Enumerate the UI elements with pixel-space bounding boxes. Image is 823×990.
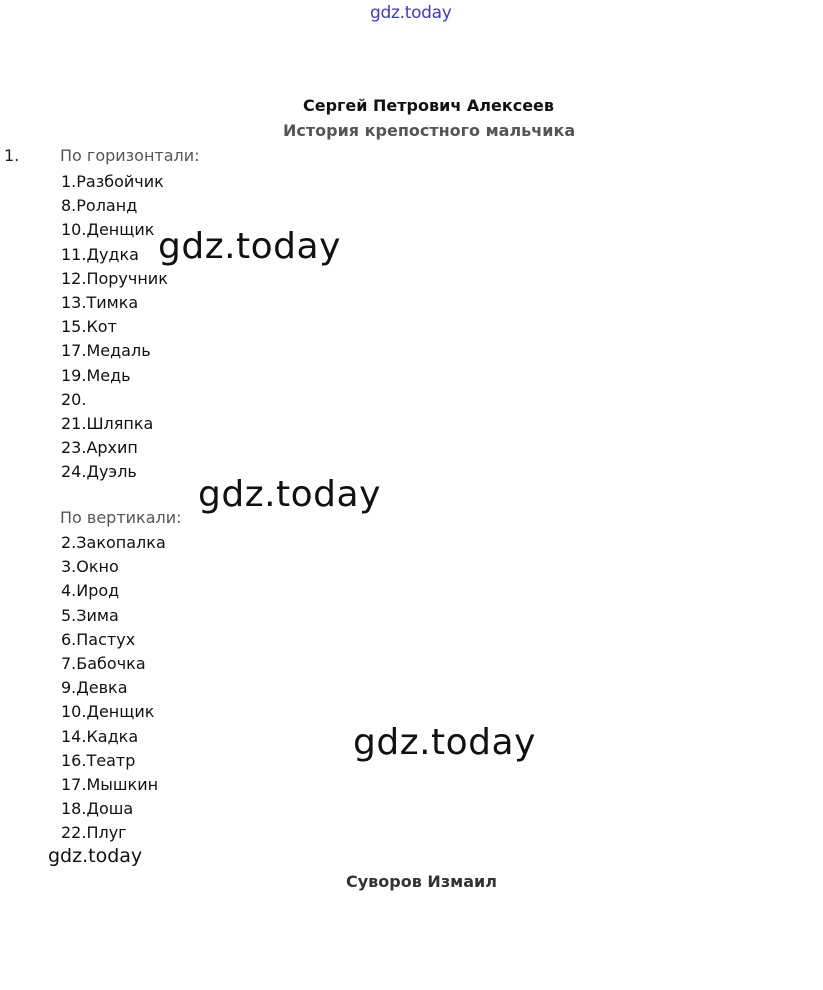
list-item: 13.Тимка [61, 292, 139, 312]
watermark: gdz.today [158, 226, 341, 267]
list-item: 21.Шляпка [61, 413, 154, 433]
list-item: 3.Окно [61, 557, 119, 577]
list-item: 19.Медь [61, 365, 131, 385]
vertical-answers-list [61, 531, 166, 845]
task-number: 1. [4, 146, 20, 165]
list-item: 15.Кот [61, 317, 117, 337]
list-item: 10.Денщик [61, 702, 155, 722]
list-item: 12.Поручник [61, 268, 168, 288]
list-item: 24.Дуэль [61, 462, 137, 482]
author-name: Сергей Петрович Алексеев [303, 96, 555, 115]
watermark: gdz.today [198, 474, 381, 515]
vertical-heading: По вертикали: [60, 508, 182, 527]
watermark-top: gdz.today [370, 3, 452, 23]
watermark-bottom: gdz.today [48, 845, 143, 867]
list-item: 7.Бабочка [61, 653, 146, 673]
list-item: 16.Театр [61, 750, 136, 770]
list-item: 22.Плуг [61, 823, 127, 843]
list-item: 18.Доша [61, 799, 134, 819]
list-item: 6.Пастух [61, 629, 136, 649]
page-title: История крепостного мальчика [283, 121, 576, 140]
list-item: 8.Роланд [61, 196, 138, 216]
list-item: 2.Закопалка [61, 533, 166, 552]
list-item: 9.Девка [61, 678, 128, 698]
list-item: 17.Мышкин [61, 774, 159, 794]
list-item: 10.Денщик [61, 220, 155, 240]
watermark: gdz.today [353, 722, 536, 763]
next-section-title: Суворов Измаил [346, 872, 497, 891]
list-item: 14.Кадка [61, 726, 139, 746]
list-item: 1.Разбойчик [61, 172, 164, 191]
list-item: 23.Архип [61, 438, 138, 458]
horizontal-heading: По горизонтали: [60, 146, 200, 165]
horizontal-answers-list [61, 170, 168, 484]
list-item: 11.Дудка [61, 244, 139, 264]
list-item: 5.Зима [61, 605, 119, 625]
list-item: 20. [61, 389, 87, 409]
list-item: 4.Ирод [61, 581, 120, 601]
list-item: 17.Медаль [61, 341, 151, 361]
